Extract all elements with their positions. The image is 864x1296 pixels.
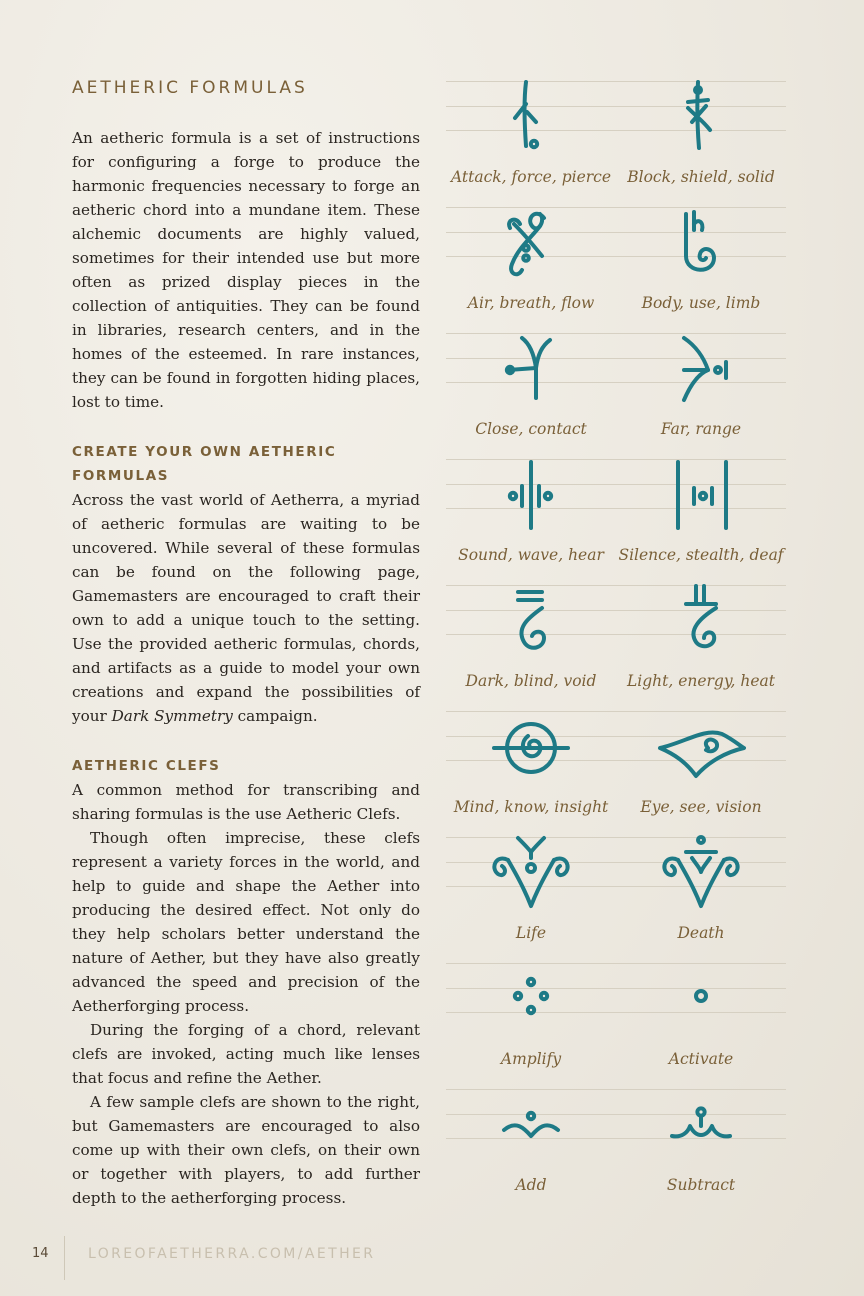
clef-row [446,330,786,456]
clefs-paragraph-4: A few sample clefs are shown to the right, but Gamemasters are encouraged to also come up with their own clefs, on their own or together with players, to add further depth to the aetherforging process. [72,1093,420,1207]
clef-label: Amplify [500,1050,562,1068]
clef-row [446,960,786,1086]
clef-cell [446,204,616,330]
clef-cell [616,582,786,708]
clef-label: Activate [668,1050,734,1068]
page-heading: AETHERIC FORMULAS [72,78,308,98]
clef-label: Subtract [666,1176,736,1194]
clef-cell [446,582,616,708]
clef-label: Light, energy, heat [626,672,776,690]
intro-paragraph: An aetheric formula is a set of instructions for configuring a forge to produce the harmonic frequencies necessary to forge an aetheric chord into a mundane item. These alchemic documents are highly valued, sometimes for their intended use but more often as prized display pieces in the collection of antiquities. They can be found in libraries, research centers, and in the homes of the esteemed. In rare instances, they can be found in forgotten hiding places, lost to time. [72,129,420,411]
clef-label: Block, shield, solid [627,168,775,186]
clef-row [446,78,786,204]
footer-url: LOREOFAETHERRA.COM/AETHER [88,1246,376,1262]
light-clef-icon [656,582,746,658]
attack-clef-icon [486,78,576,154]
clef-cell [616,330,786,456]
clef-cell [446,708,616,834]
campaign-title: Dark Symmetry [111,707,233,725]
clef-label: Close, contact [475,420,587,438]
create-text: Across the vast world of Aetherra, a myriad of aetheric formulas are waiting to be uncovered. While several of these formulas can be found on the following page, Gamemasters are encouraged to craft their own to add a unique touch to the setting. Use the provided aetheric formulas, chords, and artifacts as a guide to model your own creations and expand the possibilities of your [72,491,420,725]
clef-label: Mind, know, insight [453,798,609,816]
create-text-end: campaign. [232,707,318,725]
silence-clef-icon [656,456,746,532]
clef-row [446,456,786,582]
life-clef-icon [486,834,576,910]
clef-grid [446,78,786,1212]
clef-row [446,582,786,708]
sound-clef-icon [486,456,576,532]
clef-label: Life [515,924,547,942]
clef-cell [616,78,786,204]
clef-cell [616,834,786,960]
footer [0,1236,864,1276]
clef-label: Add [515,1176,547,1194]
clef-cell [616,456,786,582]
subtract-clef-icon [656,1086,746,1162]
clef-cell [446,456,616,582]
mind-clef-icon [486,708,576,784]
clefs-heading: AETHERIC CLEFS [72,758,221,774]
clef-label: Death [677,924,725,942]
create-paragraph [72,488,420,728]
activate-clef-icon [656,960,746,1036]
death-clef-icon [656,834,746,910]
text-column [72,78,420,1210]
block-clef-icon [656,78,746,154]
add-clef-icon [486,1086,576,1162]
clef-cell [616,960,786,1086]
eye-clef-icon [656,708,746,784]
clef-cell [446,330,616,456]
clef-cell [446,78,616,204]
clef-label: Dark, blind, void [465,672,597,690]
footer-divider [64,1236,65,1280]
clef-cell [616,1086,786,1212]
clef-label: Air, breath, flow [467,294,595,312]
clef-label: Eye, see, vision [640,798,762,816]
clef-cell [446,960,616,1086]
page-number: 14 [32,1246,49,1261]
clef-cell [446,834,616,960]
clef-label: Sound, wave, hear [458,546,604,564]
far-clef-icon [656,330,746,406]
clef-label: Attack, force, pierce [450,168,612,186]
air-clef-icon [486,204,576,280]
dark-clef-icon [486,582,576,658]
clef-cell [446,1086,616,1212]
clef-cell [616,708,786,834]
clef-row [446,1086,786,1212]
clef-label: Far, range [660,420,742,438]
clef-label: Body, use, limb [641,294,761,312]
clefs-paragraph-1: A common method for transcribing and sharing formulas is the use Aetheric Clefs. [72,781,420,823]
clef-row [446,708,786,834]
clefs-paragraph-2: Though often imprecise, these clefs represent a variety forces in the world, and help to guide and shape the Aether into producing the desired effect. Not only do they help scholars better understand the nature of Aether, but they have also greatly advanced the speed and precision of the Aetherforging process. [72,829,420,1015]
amplify-clef-icon [486,960,576,1036]
close-clef-icon [486,330,576,406]
clef-label: Silence, stealth, deaf [618,546,784,564]
clefs-paragraph-3: During the forging of a chord, relevant clefs are invoked, acting much like lenses that focus and refine the Aether. [72,1021,420,1087]
clef-row [446,834,786,960]
create-heading: CREATE YOUR OWN AETHERIC FORMULAS [72,444,337,484]
body-clef-icon [656,204,746,280]
clef-cell [616,204,786,330]
clef-row [446,204,786,330]
